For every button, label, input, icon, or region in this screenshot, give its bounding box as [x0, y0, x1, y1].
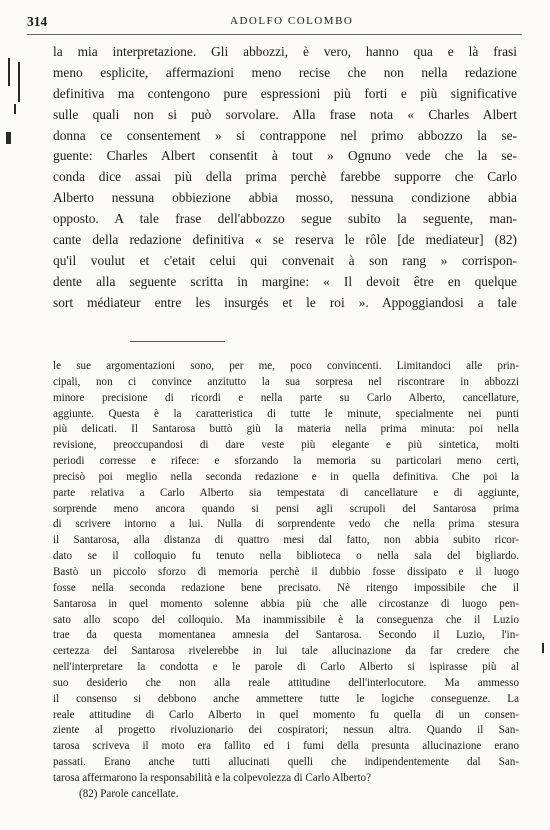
- page-number: 314: [27, 14, 48, 29]
- margin-mark: [14, 104, 16, 114]
- footnote-82: (82) Parole cancellate.: [79, 787, 179, 800]
- footnote-line: il consenso si debbono anche ammettere tutte le logiche conseguenze. La: [53, 692, 519, 705]
- text-line: donna ce consentement » si contrappone nel primo abbozzo la se-: [53, 127, 517, 143]
- text-line: cante della redazione definitiva « se reserva le rôle [de mediateur] (82): [53, 232, 517, 248]
- text-line: meno esplicite, affermazioni meno recise che non nella redazione: [53, 64, 517, 80]
- text-line: dente alla seguente scritta in margine: « Il devoit être en quelque: [53, 273, 517, 289]
- margin-mark: [6, 132, 11, 144]
- text-line: sulle quali non si può sorvolare. Alla frase nota « Charles Albert: [53, 106, 517, 122]
- margin-mark: [18, 62, 20, 102]
- footnote-line: trae da questa momentanea amnesia del Santarosa. Secondo il Luzio, l'in-: [53, 629, 519, 642]
- footnote-line: dato se il colloquio fu tenuto nella biblioteca o nella sala del bigliardo.: [53, 550, 519, 563]
- text-line: la mia interpretazione. Gli abbozzi, è vero, hanno qua e là frasi: [53, 44, 517, 59]
- footnotes: [53, 359, 519, 803]
- footnote-line: il Santarosa, alla distanza di quattro mesi dal fatto, non abbia subito ricor-: [53, 534, 519, 547]
- footnote-line: ziente al progetto rivoluzionario dei cospiratori; nessun altra. Quando il San-: [53, 724, 519, 737]
- text-line: definitiva ma contengono pure espressioni più forti e più significative: [53, 85, 517, 101]
- footnote-line: sato allo scopo del colloquio. Ma inammissibile è la conseguenza che il Luzio: [53, 613, 519, 626]
- footnote-line: fosse nella seconda redazione bene precisato. Nè ritengo impossibile che il: [53, 581, 519, 594]
- text-line: guente: Charles Albert consentit à tout » Ognuno vede che la se-: [53, 148, 517, 164]
- footnote-line: minore precisione di ricordi e nella parte su Carlo Alberto, cancellature,: [53, 391, 519, 404]
- footnote-line: suo desiderio che non alla reale attitudine dell'interlocutore. Ma ammesso: [53, 676, 519, 689]
- text-line: qu'il voulut et c'etait celui qui convenait à son rang » corrispon-: [53, 252, 517, 268]
- footnote-line: precisò poi meglio nella seconda redazione e in quella definitiva. Che poi la: [53, 470, 519, 483]
- footnote-line: certezza del Santarosa rivelerebbe in lui tale allucinazione da far credere che: [53, 645, 519, 658]
- footnote-line: sorprende meno ancora quando si pensi agli scrupoli del Santarosa prima: [53, 502, 519, 515]
- text-line: sort médiateur entre les insurgés et le roi ». Appoggiandosi a tale: [53, 294, 517, 310]
- footnote-line: tarosa scriveva il moto era fallito ed i fumi della presunta allucinazione erano: [53, 740, 519, 753]
- footnote-line: parte relativa a Carlo Alberto sia tempestata di cancellature e di aggiunte,: [53, 486, 519, 499]
- running-head: ADOLFO COLOMBO: [230, 15, 354, 27]
- footnote-line: più delicati. Il Santarosa buttò giù la materia nella prima minuta: poi nella: [53, 423, 519, 436]
- footnote-line: passati. Erano anche tutti allucinati quelli che indipendentemente dal San-: [53, 756, 519, 769]
- main-text: [53, 42, 517, 314]
- text-line: Alberto nessuna obbiezione abbia mosso, nessuna condizione abbia: [53, 190, 517, 206]
- header-rule: [27, 34, 522, 35]
- footnote-line: cipali, non ci convince anzitutto la sua sorpresa nel riscontrare in abbozzi: [53, 375, 519, 388]
- footnote-line: le sue argomentazioni sono, per me, poco convincenti. Limitandoci alle prin-: [53, 360, 519, 372]
- footnote-line: tarosa affermarono la responsabilità e la colpevolezza di Carlo Alberto?: [53, 771, 371, 784]
- margin-mark: [8, 58, 10, 86]
- footnote-separator: [130, 341, 225, 342]
- footnote-line: Santarosa in quel momento solenne abbia più che alle circostanze di luogo pen-: [53, 597, 519, 610]
- margin-mark: [542, 643, 544, 653]
- footnote-line: nell'interpretare la condotta e le parole di Carlo Alberto si ispirasse più al: [53, 661, 519, 674]
- footnote-line: di scrivere intorno a lui. Nulla di sorprendente vedo che nella prima stesura: [53, 518, 519, 531]
- footnote-line: aggiunte. Questa è la caratteristica di tutte le minute, specialmente nei punti: [53, 407, 519, 420]
- footnote-line: Bastò un piccolo sforzo di memoria perchè il dubbio fosse dissipato e il luogo: [53, 565, 519, 578]
- text-line: conda dice assai più della prima perchè farebbe supporre che Carlo: [53, 169, 517, 185]
- footnote-line: reale attitudine di Carlo Alberto in quel momento fu quella di un consen-: [53, 708, 519, 721]
- footnote-line: revisione, preoccupandosi di dare veste più elegante e più sintetica, molti: [53, 439, 519, 452]
- footnote-line: periodi corresse e rifece: e sforzando la memoria su particolari meno certi,: [53, 455, 519, 468]
- text-line: opposto. A tale frase dell'abbozzo segue subito la seguente, man-: [53, 211, 517, 227]
